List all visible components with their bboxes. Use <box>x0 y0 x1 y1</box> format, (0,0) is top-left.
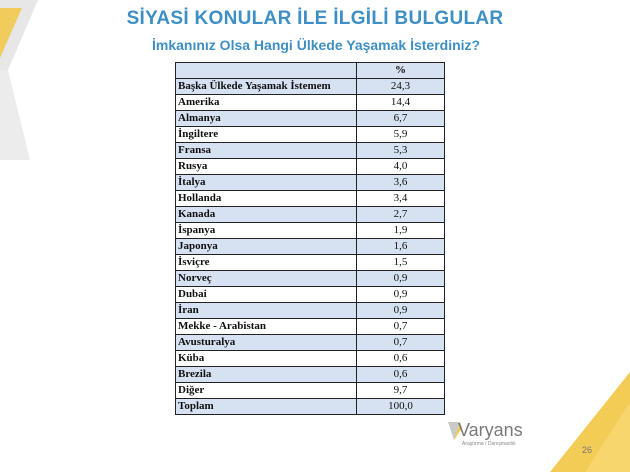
table-row <box>176 111 445 127</box>
row-label: Avusturalya <box>176 335 357 351</box>
row-label: Diğer <box>176 383 357 399</box>
page-subtitle: İmkanınız Olsa Hangi Ülkede Yaşamak İsterdiniz? <box>152 37 481 53</box>
row-label: Hollanda <box>176 191 357 207</box>
row-label: İspanya <box>176 223 357 239</box>
row-value: 3,4 <box>357 191 445 207</box>
table-row <box>176 207 445 223</box>
row-value: 0,7 <box>357 335 445 351</box>
table-body <box>176 79 445 415</box>
row-value: 14,4 <box>357 95 445 111</box>
table-row <box>176 335 445 351</box>
row-label: Toplam <box>176 399 357 415</box>
table-row <box>176 223 445 239</box>
row-label: Norveç <box>176 271 357 287</box>
row-label: İran <box>176 303 357 319</box>
row-label: İtalya <box>176 175 357 191</box>
row-label: Başka Ülkede Yaşamak İstemem <box>176 79 357 95</box>
row-label: Mekke - Arabistan <box>176 319 357 335</box>
table-row <box>176 143 445 159</box>
table-row <box>176 383 445 399</box>
header-percent-cell: % <box>357 63 445 79</box>
row-value: 1,9 <box>357 223 445 239</box>
row-label: Almanya <box>176 111 357 127</box>
header-blank-cell <box>176 63 357 79</box>
row-value: 0,9 <box>357 287 445 303</box>
row-value: 24,3 <box>357 79 445 95</box>
row-value: 4,0 <box>357 159 445 175</box>
row-value: 0,9 <box>357 271 445 287</box>
table-row <box>176 191 445 207</box>
row-label: Küba <box>176 351 357 367</box>
table-row <box>176 271 445 287</box>
table-row <box>176 319 445 335</box>
row-value: 5,3 <box>357 143 445 159</box>
row-label: İngiltere <box>176 127 357 143</box>
table-row <box>176 399 445 415</box>
table-row <box>176 255 445 271</box>
row-value: 2,7 <box>357 207 445 223</box>
row-label: Fransa <box>176 143 357 159</box>
row-value: 1,6 <box>357 239 445 255</box>
row-value: 3,6 <box>357 175 445 191</box>
row-value: 5,9 <box>357 127 445 143</box>
table-row <box>176 239 445 255</box>
table-row <box>176 351 445 367</box>
row-label: Dubai <box>176 287 357 303</box>
row-label: İsviçre <box>176 255 357 271</box>
row-value: 6,7 <box>357 111 445 127</box>
row-value: 100,0 <box>357 399 445 415</box>
results-table <box>175 62 445 415</box>
logo-wordmark: Varyans <box>458 420 523 440</box>
row-value: 0,7 <box>357 319 445 335</box>
row-label: Rusya <box>176 159 357 175</box>
table-row <box>176 175 445 191</box>
row-label: Amerika <box>176 95 357 111</box>
row-value: 0,9 <box>357 303 445 319</box>
logo-tagline: Araştırma / Danışmanlık <box>462 441 516 447</box>
row-label: Kanada <box>176 207 357 223</box>
table-row <box>176 303 445 319</box>
row-label: Japonya <box>176 239 357 255</box>
row-value: 1,5 <box>357 255 445 271</box>
row-label: Brezila <box>176 367 357 383</box>
row-value: 0,6 <box>357 367 445 383</box>
page-title: SİYASİ KONULAR İLE İLGİLİ BULGULAR <box>126 8 504 29</box>
page-number: 26 <box>582 445 593 455</box>
table-row <box>176 127 445 143</box>
table-row <box>176 159 445 175</box>
table-row <box>176 95 445 111</box>
row-value: 9,7 <box>357 383 445 399</box>
table-header-row <box>176 63 445 79</box>
table-row <box>176 287 445 303</box>
table-row <box>176 367 445 383</box>
decorative-corner-shape-right <box>510 352 630 472</box>
row-value: 0,6 <box>357 351 445 367</box>
table-row <box>176 79 445 95</box>
